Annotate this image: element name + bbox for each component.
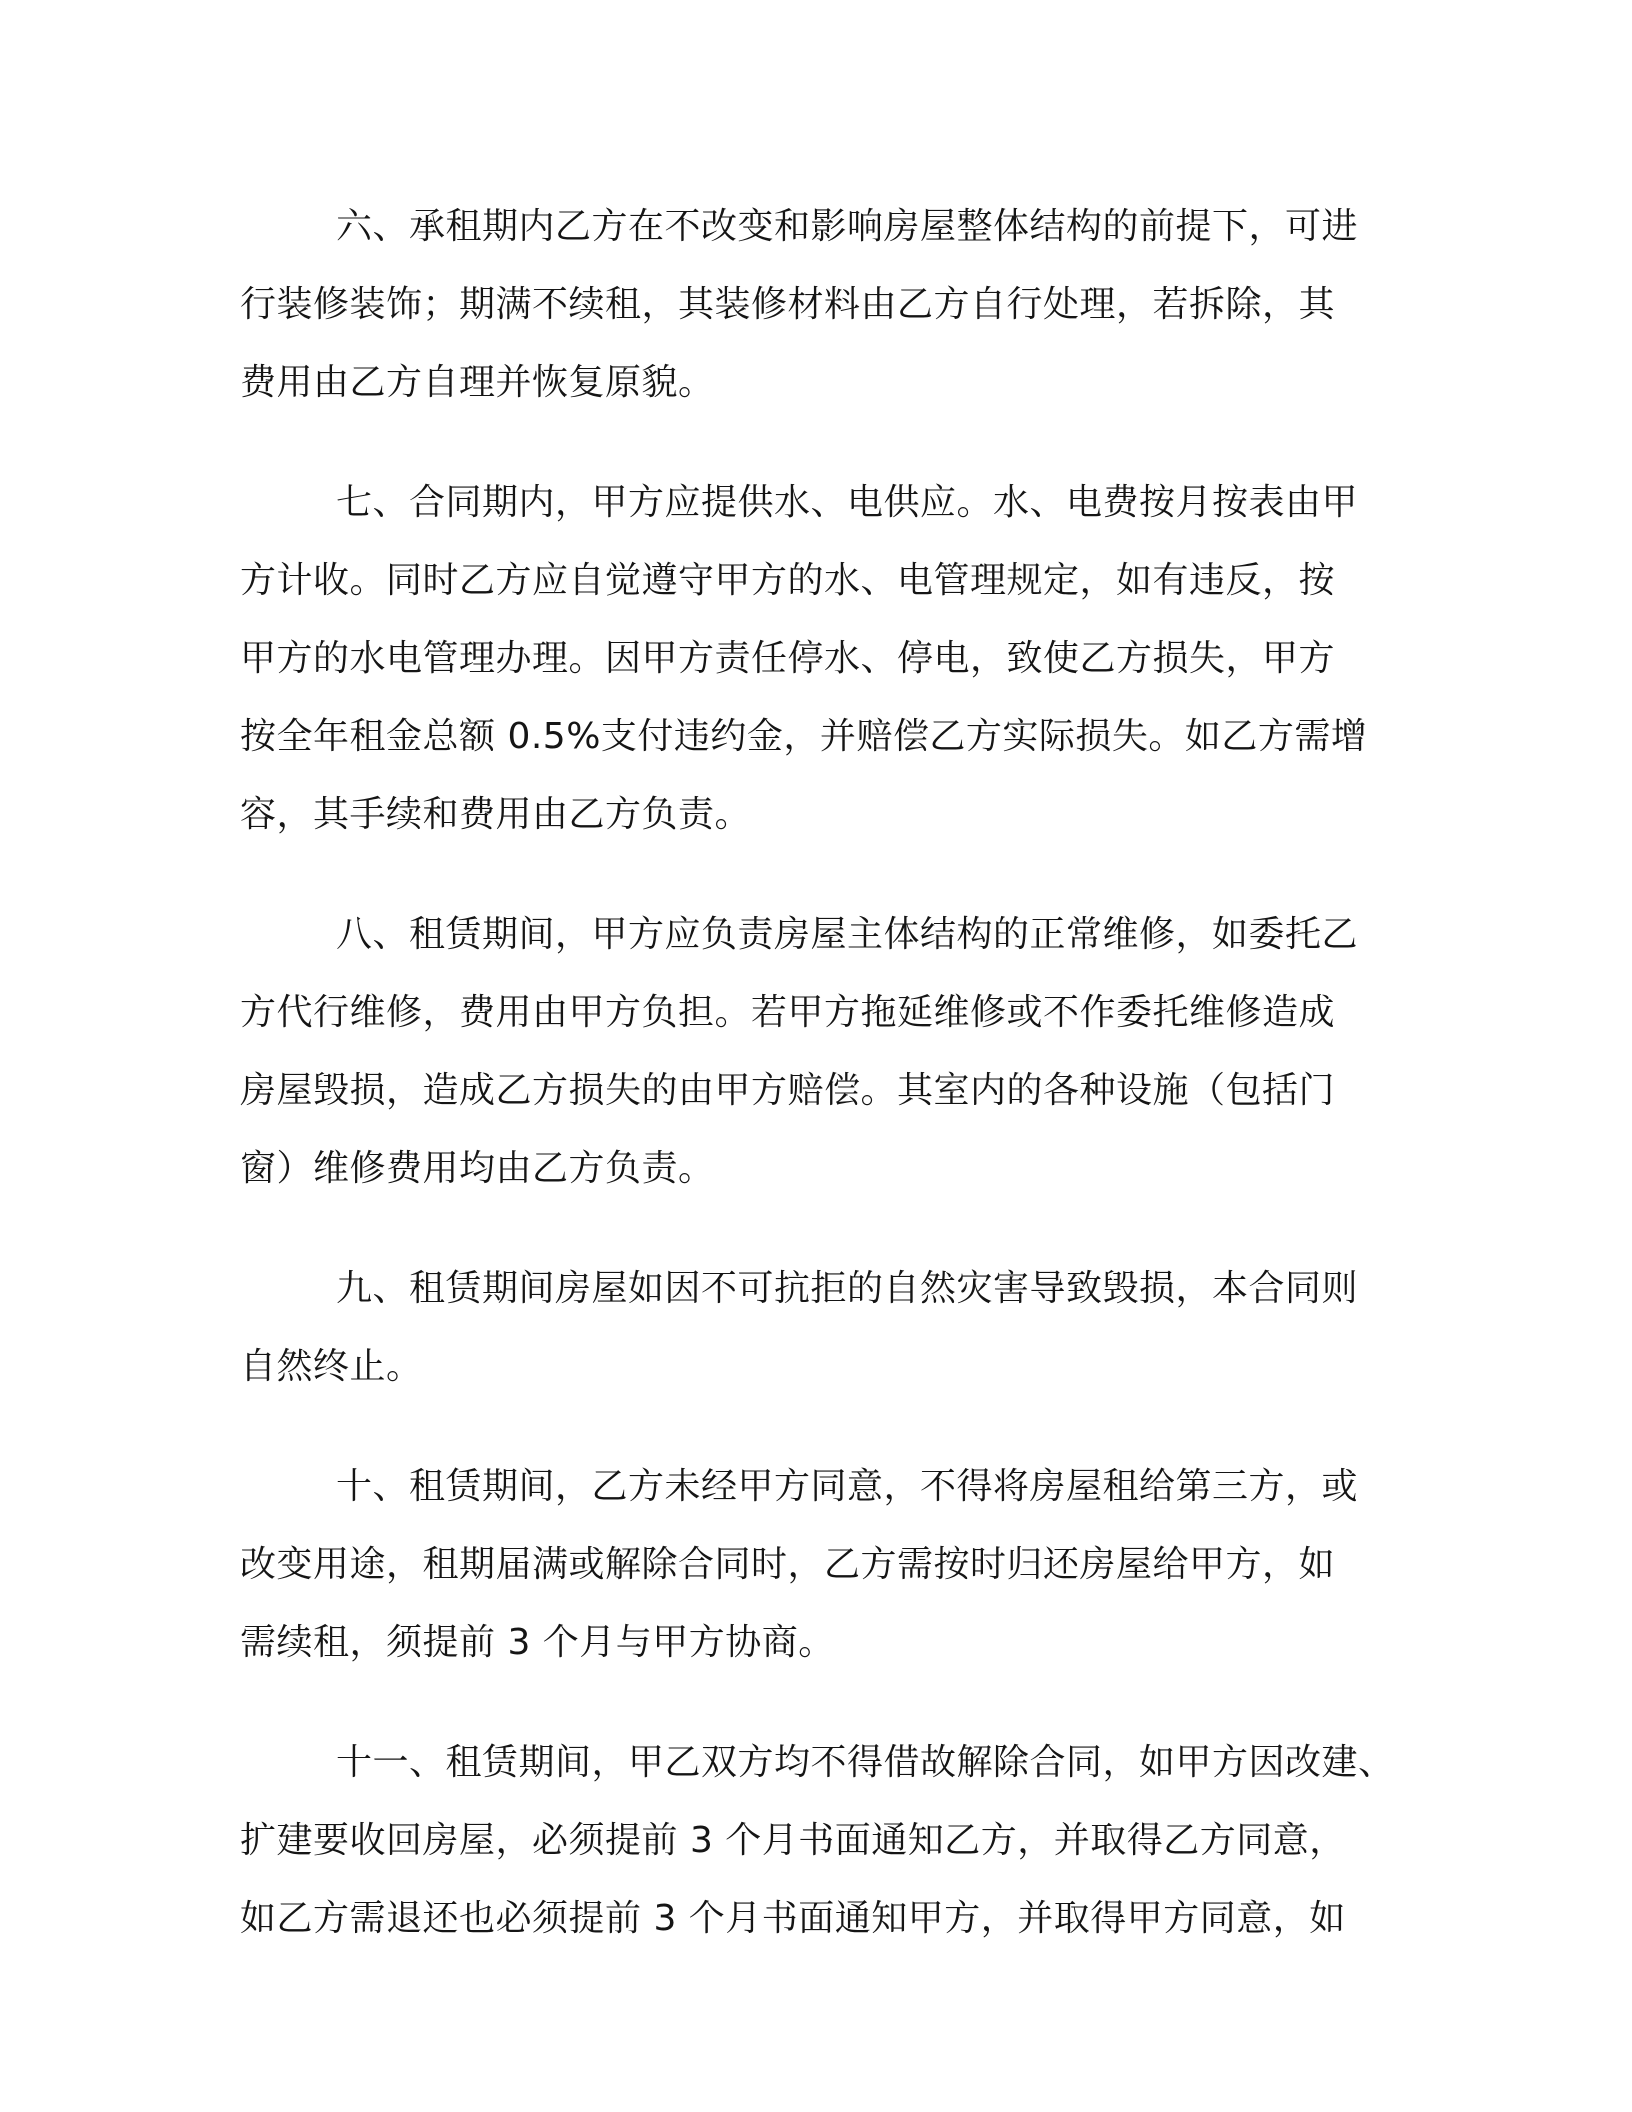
clause-7-line-5: 容，其手续和费用由乙方负责。 xyxy=(240,794,752,835)
clause-10-line-3: 需续租，须提前 3 个月与甲方协商。 xyxy=(240,1622,835,1663)
clause-7-line-1: 七、合同期内，甲方应提供水、电供应。水、电费按月按表由甲 xyxy=(336,482,1359,523)
clause-10-line-1: 十、租赁期间，乙方未经甲方同意，不得将房屋租给第三方，或 xyxy=(336,1466,1359,1507)
clause-8-line-2: 方代行维修，费用由甲方负担。若甲方拖延维修或不作委托维修造成 xyxy=(240,992,1336,1033)
clause-11-line-3: 如乙方需退还也必须提前 3 个月书面通知甲方，并取得甲方同意，如 xyxy=(240,1898,1346,1939)
clause-6-line-2: 行装修装饰；期满不续租，其装修材料由乙方自行处理，若拆除，其 xyxy=(240,284,1336,325)
clause-8 xyxy=(240,896,1380,1208)
clause-10 xyxy=(240,1448,1380,1682)
clause-11-line-2: 扩建要收回房屋，必须提前 3 个月书面通知乙方，并取得乙方同意， xyxy=(240,1820,1346,1861)
clause-9 xyxy=(240,1250,1380,1406)
clause-11 xyxy=(240,1724,1395,1958)
clause-6 xyxy=(240,188,1380,422)
clause-10-line-2: 改变用途，租期届满或解除合同时，乙方需按时归还房屋给甲方，如 xyxy=(240,1544,1336,1585)
clause-7-line-4: 按全年租金总额 0.5%支付违约金，并赔偿乙方实际损失。如乙方需增 xyxy=(240,716,1368,757)
clause-6-line-3: 费用由乙方自理并恢复原貌。 xyxy=(240,362,715,403)
clause-8-line-1: 八、租赁期间，甲方应负责房屋主体结构的正常维修，如委托乙 xyxy=(336,914,1359,955)
clause-11-line-1: 十一、租赁期间，甲乙双方均不得借故解除合同，如甲方因改建、 xyxy=(336,1742,1395,1783)
clause-8-line-4: 窗）维修费用均由乙方负责。 xyxy=(240,1148,715,1189)
document-body xyxy=(240,188,1395,2000)
clause-9-line-2: 自然终止。 xyxy=(240,1346,423,1387)
clause-7-line-2: 方计收。同时乙方应自觉遵守甲方的水、电管理规定，如有违反，按 xyxy=(240,560,1336,601)
clause-9-line-1: 九、租赁期间房屋如因不可抗拒的自然灾害导致毁损，本合同则 xyxy=(336,1268,1359,1309)
clause-7 xyxy=(240,464,1380,854)
clause-7-line-3: 甲方的水电管理办理。因甲方责任停水、停电，致使乙方损失，甲方 xyxy=(240,638,1336,679)
clause-6-line-1: 六、承租期内乙方在不改变和影响房屋整体结构的前提下，可进 xyxy=(336,206,1359,247)
clause-8-line-3: 房屋毁损，造成乙方损失的由甲方赔偿。其室内的各种设施（包括门 xyxy=(240,1070,1336,1111)
